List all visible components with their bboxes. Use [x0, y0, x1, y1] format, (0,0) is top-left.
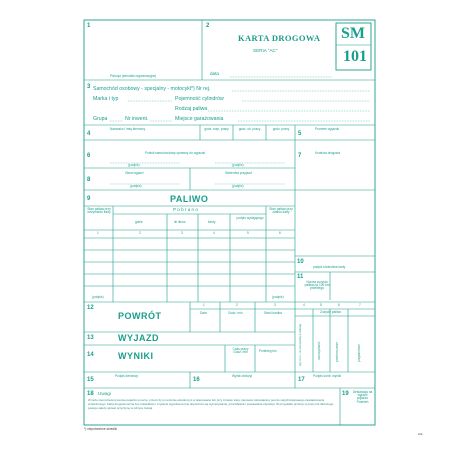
return-counter-label: Stan licznika — [264, 311, 282, 315]
make-label: Marka i typ — [93, 96, 119, 102]
mileage-label: Przebieg km — [259, 349, 277, 353]
results-title: WYNIKI — [118, 351, 154, 361]
fuel-col-6: 6 — [279, 231, 281, 235]
signature-6a: (podpis) — [128, 163, 140, 167]
inventory-label: Nr inwent. — [125, 116, 149, 122]
signature-fuel-a: (podpis) — [92, 295, 104, 299]
fuel-col-1: 1 — [97, 231, 99, 235]
section-2-number: 2 — [206, 23, 210, 29]
return-col-2: 2 — [236, 303, 238, 307]
group-label: Grupa — [93, 116, 108, 122]
fuel-col-5: 5 — [247, 231, 249, 235]
work-time-label: godz. pracy — [272, 127, 290, 131]
date-label: data — [210, 71, 219, 76]
vehicle-line: Samochód osobowy - specjalny - motocykl*) Nr rej. — [93, 86, 211, 92]
return-date-label: Data — [200, 311, 207, 315]
declaration-label: Deklaracja na wyjazd pojazdu Promień — [352, 390, 373, 404]
footnote: *) niepotrzebne skreślić — [84, 427, 118, 431]
return-col-1: 1 — [203, 303, 205, 307]
form-code-top: SM — [341, 25, 365, 42]
start-time-label: godz. rozp. pracy — [204, 127, 229, 131]
usage-allotted-label: przydzielone — [357, 344, 361, 362]
work-time-result-label: Czas pracy Godz. min — [232, 347, 249, 355]
fuel-where-header: gdzie — [135, 220, 143, 224]
result-control-label: Podpis kontr. wyniki — [313, 374, 341, 378]
fuel-state-received: Stan paliwa przy otrzymaniu karty — [87, 207, 111, 215]
section-5-number: 5 — [298, 131, 302, 137]
fuel-issuer-header: podpis wydającego — [236, 216, 264, 220]
section-6-number: 6 — [87, 153, 91, 159]
fuel-when-header: kiedy — [208, 220, 216, 224]
section-12-number: 12 — [87, 305, 94, 311]
signature-8b: (podpis) — [232, 184, 244, 188]
section-8-number: 8 — [87, 177, 91, 183]
form-title: KARTA DROGOWA — [238, 33, 321, 43]
result-calc-label: Wynik obliczył — [232, 374, 252, 378]
remarks-label: Uwagi — [98, 391, 111, 396]
fuel-usage-label: Zużycie paliwa — [320, 310, 341, 314]
garage-label: Miejsce garażowania — [175, 116, 224, 122]
departure-title: WYJAZD — [118, 333, 159, 343]
cylinder-label: Pojemność cylindrów — [175, 96, 224, 102]
usage-norm-label: wg norm. na rzeczywisty przebieg — [298, 324, 302, 366]
section-1-number: 1 — [87, 23, 91, 29]
fuel-type-label: Rodzaj paliwa — [175, 106, 208, 112]
section-16-number: 16 — [193, 377, 200, 383]
road-control-label: Kontrola drogowa — [315, 151, 340, 155]
fuel-col-3: 3 — [181, 231, 183, 235]
section-19-number: 19 — [342, 391, 349, 397]
witness-label: Stwierdza przyjazd — [225, 171, 252, 175]
form-code-bottom: 101 — [343, 48, 367, 65]
section-15-number: 15 — [87, 377, 94, 383]
controller-sign-label: podpis kontrolera karty — [313, 265, 346, 269]
usage-excess-label: przekroczenie — [335, 342, 339, 362]
remarks-text: W razie niemożności powrotu pojazdu w porze, przed czy po terminie określonym w skierowaniu lub przy zmianie trasy, kierowca zobowiązany jest do natychmiastowego zawiadomienia przełożonego. Karta drogowa winna być prawidłowo i czytelnie wypełniona (nie dopuszcza się wymazywania, przerabiania i poprawiania zapisów). W przypadku przerwy w pracy lub dłuższego postoju należy wpisać przyczynę w rubryce Uwagi. — [88, 398, 334, 410]
released-label: Zleca wyjazd — [125, 171, 144, 175]
fuel-norm-label: Norma zużycia paliwa na 100 km przebiegu — [304, 280, 330, 291]
return-title: POWRÓT — [118, 311, 162, 321]
page-mark: Ark — [418, 432, 423, 436]
section-18-number: 18 — [87, 391, 94, 397]
fuel-col-2: 2 — [139, 231, 141, 235]
return-hour-label: Godz. min — [228, 311, 243, 315]
driver-name-label: Nazwisko i imię kierowcy — [110, 127, 146, 131]
section-11-number: 11 — [297, 274, 304, 280]
stamp-label: Pieczęć jednostki organizacyjnej — [110, 74, 156, 78]
signature-fuel-b: (podpis) — [272, 295, 284, 299]
usage-col-7: 7 — [359, 303, 361, 307]
fuel-state-returned: Stan paliwa przy zdaniu karty — [269, 207, 293, 215]
signature-6b: (podpis) — [232, 163, 244, 167]
section-4-number: 4 — [87, 131, 91, 137]
fuel-title: PALIWO — [170, 194, 209, 204]
order-label: Polecił samochodowy sprawny do wyjazdu — [145, 151, 206, 155]
usage-col-6: 6 — [338, 303, 340, 307]
section-10-number: 10 — [297, 259, 304, 265]
driver-sign-label: Podpis kierowcy — [115, 374, 139, 378]
section-14-number: 14 — [87, 352, 94, 358]
section-17-number: 17 — [298, 377, 305, 383]
end-time-label: godz. uk. pracy — [238, 127, 261, 131]
signature-8a: (podpis) — [130, 184, 142, 188]
section-9-number: 9 — [87, 196, 91, 202]
section-7-number: 7 — [298, 153, 302, 159]
usage-col-4: 4 — [303, 303, 305, 307]
fuel-litres-header: ile litrów — [174, 220, 186, 224]
fuel-col-4: 4 — [213, 231, 215, 235]
usage-saving-label: oszczędność — [317, 341, 321, 360]
section-3-number: 3 — [87, 84, 91, 90]
usage-col-5: 5 — [320, 303, 322, 307]
form-series: SERIA "AC" — [253, 48, 278, 53]
return-col-3: 3 — [274, 303, 276, 307]
departure-radius-label: Promień wyjazdu — [315, 127, 340, 131]
section-13-number: 13 — [87, 335, 94, 341]
fuel-taken-header: P o b r a n o — [173, 207, 198, 212]
